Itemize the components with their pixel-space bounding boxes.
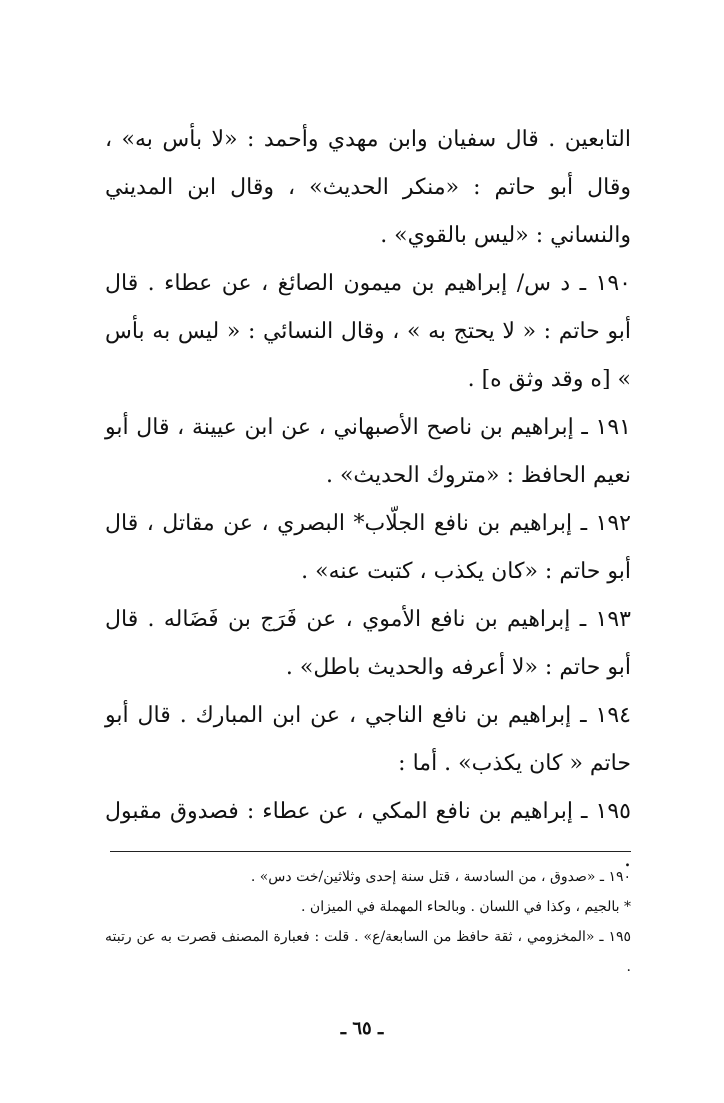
- paragraph-continuation: التابعين . قال سفيان وابن مهدي وأحمد : «لا بأس به» ، وقال أبو حاتم : «منكر الحديث» ، وقال ابن المديني والنساني : «ليس بالقوي» .: [105, 127, 631, 248]
- main-text-body: [105, 116, 631, 884]
- entry-193: ١٩٣ ـ إبراهيم بن نافع الأموي ، عن فَرَج بن فَضَاله . قال أبو حاتم : «لا أعرفه والحديث باطل» .: [105, 607, 631, 680]
- footnote-190: ١٩٠ ـ «صدوق ، من السادسة ، قتل سنة إحدى وثلاثين/خت دس» .: [250, 869, 631, 885]
- entry-194: ١٩٤ ـ إبراهيم بن نافع الناجي ، عن ابن المبارك . قال أبو حاتم « كان يكذب» . أما :: [105, 703, 631, 776]
- entry-190: ١٩٠ ـ د س/ إبراهيم بن ميمون الصائغ ، عن عطاء . قال أبو حاتم : « لا يحتج به » ، وقال النسائي : « ليس به بأس » [ه وقد وثق ه] .: [105, 271, 631, 392]
- entry-192: ١٩٢ ـ إبراهيم بن نافع الجلّاب* البصري ، عن مقاتل ، قال أبو حاتم : «كان يكذب ، كتبت عنه» .: [105, 511, 631, 584]
- footnote-195: ١٩٥ ـ «المخزومي ، ثقة حافظ من السابعة/ع» . قلت : فعبارة المصنف قصرت به عن رتبته .: [105, 929, 631, 975]
- entry-191: ١٩١ ـ إبراهيم بن ناصح الأصبهاني ، عن ابن عيينة ، قال أبو نعيم الحافظ : «متروك الحديث» .: [105, 415, 631, 488]
- footnote-divider: [110, 851, 631, 852]
- footnote-asterisk: * بالجيم ، وكذا في اللسان . وبالحاء المهملة في الميزان .: [301, 899, 631, 915]
- footnotes-section: [105, 862, 631, 982]
- page-number: ـ ٦٥ ـ: [340, 1018, 384, 1039]
- entry-195: ١٩٥ ـ إبراهيم بن نافع المكي ، عن عطاء : فصدوق مقبول .: [105, 799, 631, 872]
